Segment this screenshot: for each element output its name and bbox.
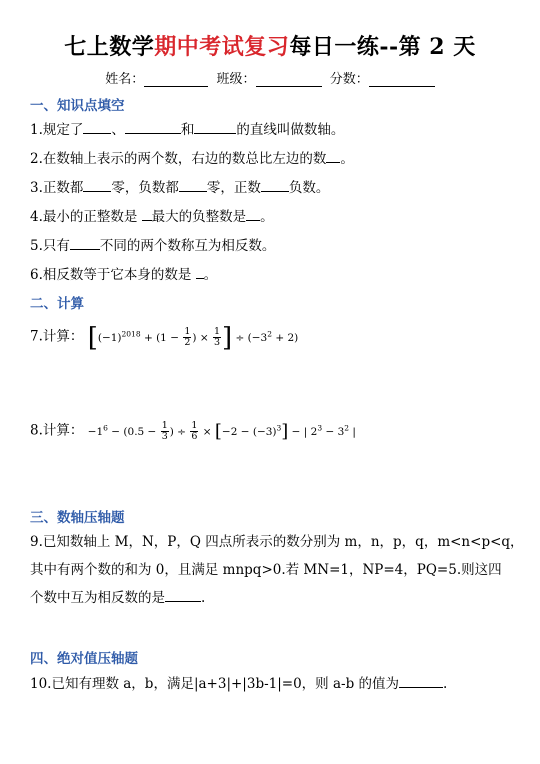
q4-blank-2[interactable]: [246, 205, 260, 221]
page-title: [0, 30, 540, 61]
score-blank[interactable]: [369, 72, 435, 87]
q3-text-d: 负数。: [288, 180, 330, 196]
q6-blank[interactable]: [196, 263, 204, 279]
class-label: 班级：: [216, 72, 256, 87]
q7-label: 7.计算：: [30, 328, 84, 345]
q2-blank[interactable]: [326, 147, 340, 163]
q4-text-c: 。: [260, 209, 274, 225]
q1-text-d: 的直线叫做数轴。: [236, 122, 345, 138]
question-3: [30, 174, 520, 202]
q6-text-a: 6.相反数等于它本身的数是: [30, 267, 196, 283]
question-2: [30, 145, 520, 173]
q1-text-a: 1.规定了: [30, 122, 84, 138]
q8-expression: $-1^6 - (0.5$ − $\frac{1}{3}$ ) ÷ $\frac{1}{6}$ × $[-2 - (-3)^3]$ − | $2^3 - 3^2$ |: [87, 420, 356, 442]
student-info-row: [0, 68, 540, 87]
q1-blank-1[interactable]: [83, 118, 111, 134]
q4-text-b: 最大的负整数是: [151, 209, 247, 225]
q10-text-b: .: [443, 676, 448, 692]
q9-line-1: 9.已知数轴上 M，N，P，Q 四点所表示的数分别为 m，n，p，q，m<n<p<q，: [30, 534, 524, 550]
q2-text-a: 2.在数轴上表示的两个数，右边的数总比左边的数: [30, 151, 327, 167]
q3-blank-1[interactable]: [83, 176, 111, 192]
q7-expression: [$(-1)^{2018} + (1$ − $\frac{1}{2}$ ) × $\frac{1}{3}$ ] ÷ $(-3^2 + 2)$: [87, 322, 299, 353]
name-label: 姓名：: [105, 72, 145, 87]
title-part-3: 每日一练--第 2 天: [289, 34, 476, 60]
q8-label: 8.计算：: [30, 422, 84, 439]
question-4: [30, 203, 520, 231]
q5-blank[interactable]: [70, 234, 100, 250]
title-part-2: 期中考试复习: [154, 34, 290, 60]
score-label: 分数：: [329, 72, 369, 87]
question-6: [30, 261, 520, 289]
q1-text-b: 、: [111, 122, 125, 138]
question-8: [30, 412, 520, 448]
q2-text-b: 。: [340, 151, 354, 167]
q3-text-b: 零，负数都: [111, 180, 179, 196]
section-heading-2: 二、计算: [30, 296, 84, 312]
class-blank[interactable]: [256, 72, 322, 87]
q3-text-c: 零，正数: [206, 180, 261, 196]
section-heading-3: 三、数轴压轴题: [30, 510, 125, 526]
q3-text-a: 3.正数都: [30, 180, 84, 196]
section-heading-1: 一、知识点填空: [30, 98, 125, 114]
q5-text-a: 5.只有: [30, 238, 70, 254]
title-part-1: 七上数学: [64, 34, 155, 60]
name-blank[interactable]: [144, 72, 208, 87]
q1-blank-2[interactable]: [125, 118, 181, 134]
question-1: [30, 116, 520, 144]
q1-blank-3[interactable]: [194, 118, 236, 134]
q1-text-c: 和: [180, 122, 195, 138]
q10-text-a: 10.已知有理数 a，b，满足|a+3|+|3b-1|=0，则 a-b 的值为: [30, 676, 400, 692]
q9-line-2: 其中有两个数的和为 0，且满足 mnpq>0.若 MN=1，NP=4，PQ=5.则这四: [30, 562, 502, 578]
q10-blank[interactable]: [399, 672, 443, 688]
q3-blank-2[interactable]: [179, 176, 207, 192]
question-9: [30, 528, 524, 612]
q4-blank-1[interactable]: [142, 205, 152, 221]
q9-text-a: 个数中互为相反数的是: [30, 590, 165, 606]
q6-text-b: 。: [203, 267, 218, 283]
section-heading-4: 四、绝对值压轴题: [30, 651, 138, 667]
q9-line-3: [30, 584, 520, 612]
question-10: [30, 670, 520, 698]
q9-text-b: .: [201, 590, 206, 606]
q5-text-b: 不同的两个数称互为相反数。: [99, 238, 276, 254]
q4-text-a: 4.最小的正整数是: [30, 209, 142, 225]
q3-blank-3[interactable]: [261, 176, 289, 192]
q9-blank[interactable]: [165, 586, 201, 602]
question-7: [30, 316, 520, 356]
question-5: [30, 232, 520, 260]
